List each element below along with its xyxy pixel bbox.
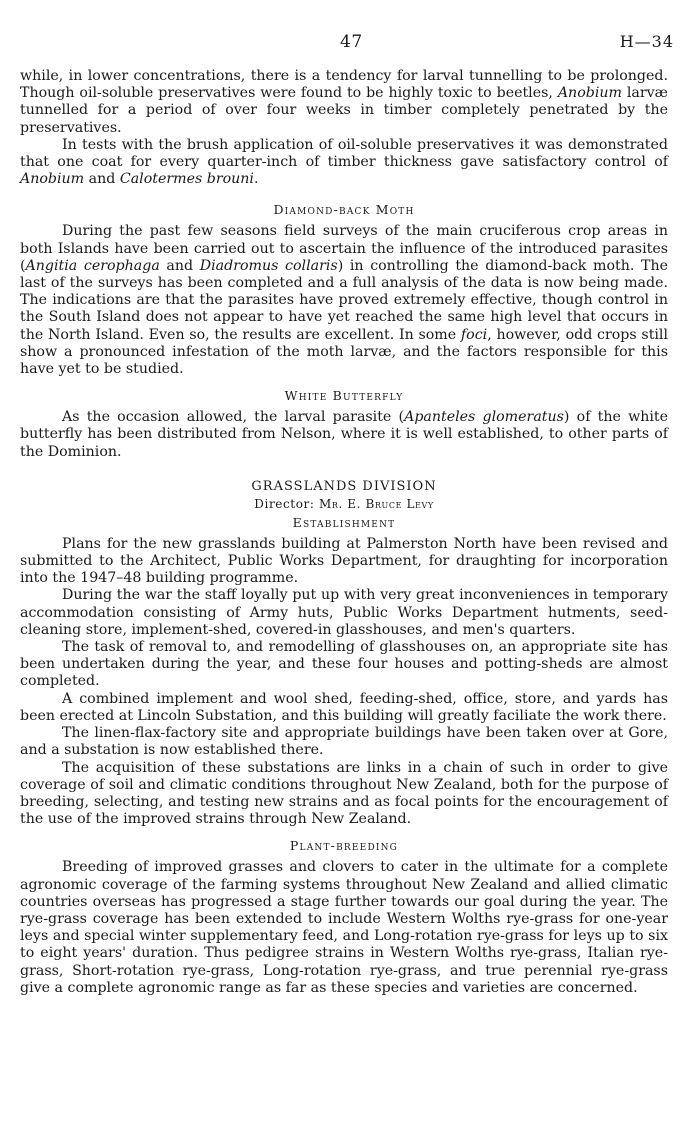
division-title: GRASSLANDS DIVISION bbox=[251, 478, 437, 494]
paragraph-diamond-back-moth: During the past few seasons field surveys of the main cruciferous crop areas in both Islands have been carried out to ascertain the influence of the introduced parasites (Angitia cerophaga and Diadromus collaris) in controlling the diamond-back moth. The last of the surveys has been completed and a full analysis of the data is now being made. The indications are that the parasites have proved extremely effective, though control in the South Island does not appear to have yet reached the same high level that occurs in the North Island. Even so, the results are excellent. In some foci, however, odd crops still show a pronounced infestation of the moth larvæ, and the factors responsible for this have yet to be studied. bbox=[20, 223, 669, 378]
paragraph-plant-breeding: Breeding of improved grasses and clovers to cater in the ultimate for a complete agronomic coverage of the farming systems throughout New Zealand and allied climatic countries overseas has progressed a stage further towards our goal during the year. The rye-grass coverage has been extended to include Western Wolths rye-grass for one-year leys and special winter supplementary feed, and Long-rotation rye-grass for leys up to six to eight years' duration. Thus pedigree strains in Western Wolths rye-grass, Italian rye-grass, Short-rotation rye-grass, Long-rotation rye-grass, and true perennial rye-grass give a complete agronomic range as far as these species and varieties are concerned. bbox=[20, 859, 668, 996]
heading-diamond-back-moth: Diamond-back Moth bbox=[273, 202, 415, 218]
paragraph-establishment-2: During the war the staff loyally put up with very great inconveniences in temporary accommodation consisting of Army huts, Public Works Department hutments, seed-cleaning store, implement-shed, covered-in glasshouses, and men's quarters. bbox=[20, 587, 668, 638]
director-line: Director: Mr. E. Bruce Levy bbox=[254, 496, 434, 511]
heading-white-butterfly: White Butterfly bbox=[284, 388, 404, 404]
paragraph-white-butterfly: As the occasion allowed, the larval parasite (Apanteles glomeratus) of the white butterfly has been distributed from Nelson, where it is well established, to other parts of the Dominion. bbox=[20, 409, 669, 460]
paragraph-brush-application: In tests with the brush application of oil-soluble preservatives it was demonstrated that one coat for every quarter-inch of timber thickness gave satisfactory control of Anobium and Calotermes brouni. bbox=[20, 136, 668, 188]
paragraph-establishment-1: Plans for the new grasslands building at Palmerston North have been revised and submitted to the Architect, Public Works Department, for draughting for incorporation into the 1947–48 building programme. bbox=[20, 535, 668, 587]
paragraph-establishment-4: A combined implement and wool shed, feeding-shed, office, store, and yards has been erected at Lincoln Substation, and this building will greatly faciliate the work there. bbox=[20, 690, 668, 724]
paragraph-establishment-6: The acquisition of these substations are links in a chain of such in order to give coverage of soil and climatic conditions throughout New Zealand, both for the purpose of breeding, selecting, and testing new strains and as focal points for the encouragement of the use of the improved strains through New Zealand. bbox=[20, 759, 668, 828]
heading-establishment: Establishment bbox=[292, 514, 396, 530]
heading-plant-breeding: Plant-breeding bbox=[289, 838, 399, 854]
document-reference: H—34 bbox=[619, 32, 674, 51]
paragraph-establishment-5: The linen-flax-factory site and appropriate buildings have been taken over at Gore, and a substation is now established there. bbox=[20, 725, 668, 759]
page-number: 47 bbox=[340, 32, 363, 52]
page-body bbox=[20, 68, 668, 997]
paragraph-continuation: while, in lower concentrations, there is a tendency for larval tunnelling to be prolonged. Though oil-soluble preservatives were found to be highly toxic to beetles, Anobium larvæ tunnelled for a period of over four weeks in timber completely penetrated by the preservatives. bbox=[20, 68, 668, 136]
paragraph-establishment-3: The task of removal to, and remodelling of glasshouses on, an appropriate site has been undertaken during the year, and these four houses and potting-sheds are almost completed. bbox=[20, 639, 668, 690]
